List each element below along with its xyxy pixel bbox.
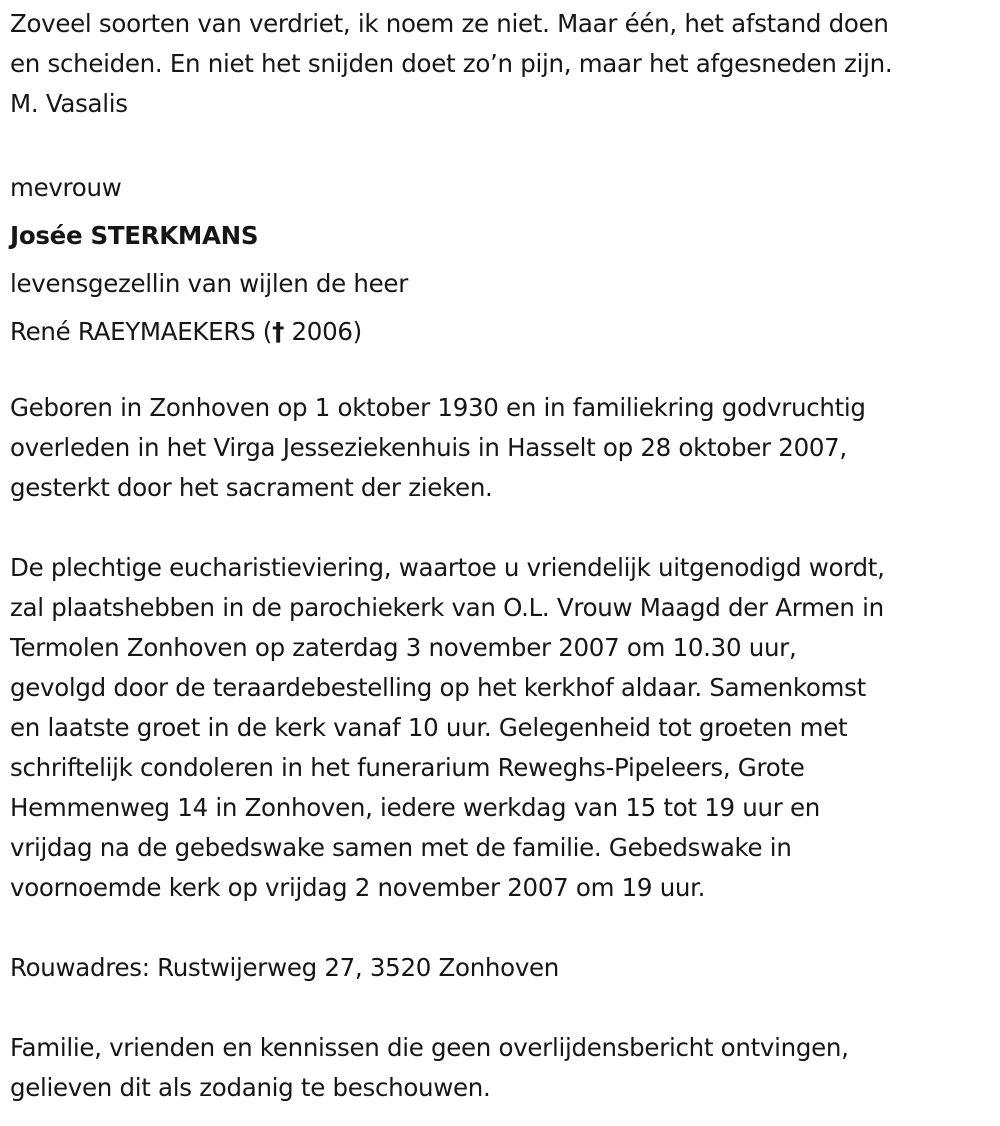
quote-author: M. Vasalis xyxy=(10,89,128,118)
obituary-notice xyxy=(10,4,995,1108)
address-block xyxy=(10,948,995,988)
notice-line: gelieven dit als zodanig te beschouwen. xyxy=(10,1073,491,1102)
ceremony-line: en laatste groet in de kerk vanaf 10 uur. Gelegenheid tot groeten met xyxy=(10,713,848,742)
partner-line xyxy=(10,308,995,356)
ceremony-line: De plechtige eucharistieviering, waartoe u vriendelijk uitgenodigd wordt, xyxy=(10,553,885,582)
spacer xyxy=(10,124,995,164)
spacer xyxy=(10,988,995,1028)
deceased-block xyxy=(10,164,995,356)
deceased-name: Josée STERKMANS xyxy=(10,221,259,250)
ceremony-line: gevolgd door de teraardebestelling op het kerkhof aldaar. Samenkomst xyxy=(10,673,866,702)
deceased-title: mevrouw xyxy=(10,173,122,202)
birth-death-line: Geboren in Zonhoven op 1 oktober 1930 en in familiekring godvruchtig xyxy=(10,393,866,422)
quote-block xyxy=(10,4,995,124)
ceremony-line: vrijdag na de gebedswake samen met de familie. Gebedswake in xyxy=(10,833,792,862)
ceremony-block xyxy=(10,548,995,908)
birth-death-block xyxy=(10,388,995,508)
ceremony-line: zal plaatshebben in de parochiekerk van O.L. Vrouw Maagd der Armen in xyxy=(10,593,884,622)
quote-line: Zoveel soorten van verdriet, ik noem ze niet. Maar één, het afstand doen xyxy=(10,9,889,38)
birth-death-line: overleden in het Virga Jesseziekenhuis in Hasselt op 28 oktober 2007, xyxy=(10,433,847,462)
ceremony-line: Hemmenweg 14 in Zonhoven, iedere werkdag van 15 tot 19 uur en xyxy=(10,793,820,822)
partner-name: René RAEYMAEKERS ( xyxy=(10,317,273,346)
cross-icon: † xyxy=(272,317,285,346)
ceremony-line: voornoemde kerk op vrijdag 2 november 2007 om 19 uur. xyxy=(10,873,706,902)
spacer xyxy=(10,508,995,548)
spacer xyxy=(10,356,995,388)
ceremony-line: Termolen Zonhoven op zaterdag 3 november 2007 om 10.30 uur, xyxy=(10,633,797,662)
deceased-relation: levensgezellin van wijlen de heer xyxy=(10,269,408,298)
notice-block xyxy=(10,1028,995,1108)
birth-death-line: gesterkt door het sacrament der zieken. xyxy=(10,473,493,502)
notice-line: Familie, vrienden en kennissen die geen overlijdensbericht ontvingen, xyxy=(10,1033,849,1062)
spacer xyxy=(10,908,995,948)
mourning-address: Rouwadres: Rustwijerweg 27, 3520 Zonhoven xyxy=(10,953,560,982)
partner-year: 2006) xyxy=(284,317,362,346)
ceremony-line: schriftelijk condoleren in het funerarium Reweghs-Pipeleers, Grote xyxy=(10,753,805,782)
quote-line: en scheiden. En niet het snijden doet zo’n pijn, maar het afgesneden zijn. xyxy=(10,49,893,78)
